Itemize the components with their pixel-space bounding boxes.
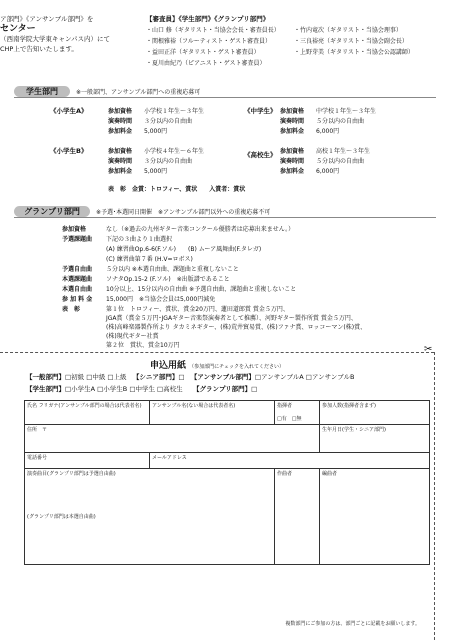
info-row: 演奏時間 ５分以内の自由曲 bbox=[280, 158, 365, 165]
student-section-note: ※一般部門、アンサンブル部門への重複応募可 bbox=[76, 89, 201, 96]
student-section-header bbox=[14, 86, 436, 97]
divider bbox=[14, 217, 436, 218]
info-row: 参加資格 高校１年生～３年生 bbox=[280, 148, 371, 155]
piece-field[interactable]: 演奏曲目(グランプリ部門は予選自由曲) (グランプリ部門は本選自由曲) bbox=[25, 469, 275, 565]
info-row: 参加料金 6,000円 bbox=[280, 168, 340, 175]
info-row: 予選課題曲 下記の３曲より１曲選択 bbox=[62, 236, 173, 243]
judge: ・益田正洋（ギタリスト・ゲスト審査員） bbox=[146, 49, 260, 56]
info-row: (A) 練習曲Op.6-6(F.ソル) (B) ムーア風舞曲(F.タレガ) bbox=[106, 246, 262, 253]
info-row: 参加料金 5,000円 bbox=[108, 168, 168, 175]
judges-column bbox=[294, 25, 414, 58]
info-row: 本選課題曲 ソナタOp.15-2 (F.ソル) ※出版譜であること bbox=[62, 276, 230, 283]
info-row: 参加資格 なし（※過去の九州ギター音楽コンクール優勝者は応募出来ません。） bbox=[62, 226, 295, 233]
info-row: 参加料金 5,000円 bbox=[108, 128, 168, 135]
info-row: 参加料金 6,000円 bbox=[280, 128, 340, 135]
header-line: センター bbox=[0, 24, 36, 34]
info-row: 表 彰 第１位 トロフィー、賞状、賞金20万円、蓮田道郎賞 賞金５万円、 bbox=[62, 306, 289, 313]
student-section-label: 学生部門 bbox=[14, 86, 70, 97]
name-field[interactable]: 氏名 フリガナ(アンサンブル部門の場合は代表者名) bbox=[25, 401, 150, 425]
award-line: 表 彰 金賞：トロフィー、賞状 入賞者：賞状 bbox=[108, 186, 246, 193]
form-footer-note: 複数部門にご参加の方は、部門ごとに記載をお願いします。 bbox=[285, 621, 420, 627]
info-row: 演奏時間 ５分以内の自由曲 bbox=[280, 118, 365, 125]
info-row: 本選自由曲 10分以上、15分以内の自由曲 ※予選自由曲、課題曲と重複しないこと bbox=[62, 286, 297, 293]
grandprix-section-header bbox=[14, 206, 436, 217]
composer-field[interactable]: 作曲者 bbox=[275, 469, 320, 565]
header-line: CHP上で告知いたします。 bbox=[0, 45, 78, 53]
judge: ・関根雅裕（フルーティスト・ゲスト審査員） bbox=[146, 38, 272, 45]
judge: ・夏川由紀乃（ピアニスト・ゲスト審査員） bbox=[146, 60, 266, 67]
form-title-note: （参加部門にチェックを入れてください） bbox=[189, 364, 284, 370]
info-row: (株)現代ギター社賞 bbox=[106, 333, 159, 340]
category-label: 《高校生》 bbox=[244, 151, 277, 159]
arranger-field[interactable]: 編曲者 bbox=[320, 469, 430, 565]
divider bbox=[14, 97, 436, 98]
dob-field[interactable]: 生年月日(学生・シニア部門) bbox=[320, 425, 430, 453]
info-row: 参加資格 中学校１年生～３年生 bbox=[280, 108, 377, 115]
application-form bbox=[24, 400, 430, 565]
conductor-field[interactable]: 指揮者 □有 □無 bbox=[275, 401, 320, 425]
grandprix-section-note: ※予選･本選同日開催 ※アンサンブル部門以外への重複応募不可 bbox=[96, 209, 271, 216]
judge: ・竹内竜次（ギタリスト・当協会理事） bbox=[294, 27, 402, 34]
category-label: 《小学生B》 bbox=[50, 147, 88, 155]
grandprix-section-label: グランプリ部門 bbox=[14, 206, 90, 217]
judges-title: 【審査員】《学生部門》《グランプリ部門》 bbox=[146, 15, 270, 23]
judges-column bbox=[146, 25, 280, 69]
info-row: 演奏時間 ３分以内の自由曲 bbox=[108, 118, 193, 125]
email-field[interactable]: メールアドレス bbox=[150, 453, 430, 469]
count-field[interactable]: 参加人数(指揮者含まず) bbox=[320, 401, 430, 425]
category-label: 《小学生A》 bbox=[50, 107, 88, 115]
info-row: JGA賞（賞金５万円･JGAギター音楽祭演奏者として推薦）、河野ギター製作所賞 賞金５万円、 bbox=[106, 315, 357, 322]
phone-field[interactable]: 電話番号 bbox=[25, 453, 150, 469]
header-line: ア部門》《アンサンブル部門》を bbox=[0, 15, 94, 23]
judge: ・上野芽美（ギタリスト・当協会公認講師） bbox=[294, 49, 414, 56]
info-row: (株)高峰楽器製作所より タカミネギター、(株)荒井貿易賞、(株)ファナ賞、ロッコーマン(株)賞、 bbox=[106, 324, 367, 331]
form-title: 申込用紙 （参加部門にチェックを入れてください） bbox=[149, 361, 284, 371]
info-row: 第２位 賞状、賞金10万円 bbox=[106, 342, 180, 349]
info-row: 予選自由曲 ５分以内 ※本選自由曲、課題曲と重複しないこと bbox=[62, 266, 239, 273]
info-row: (C) 練習曲第７番 (H.V=ロボス) bbox=[106, 256, 193, 263]
judge: ・山口 修（ギタリスト・当協会会長・審査員長） bbox=[146, 27, 280, 34]
address-field[interactable]: 住所 〒 bbox=[25, 425, 320, 453]
cut-line bbox=[0, 352, 434, 353]
cut-line-vertical bbox=[434, 352, 435, 640]
ensemble-field[interactable]: アンサンブル名(ない場合は代表者名) bbox=[150, 401, 275, 425]
judges-box bbox=[146, 14, 442, 80]
judge: ・三良裕亮（ギタリスト・当協会副会長） bbox=[294, 38, 408, 45]
scissors-icon: ✂ bbox=[424, 344, 433, 355]
info-row: 参加資格 小学校１年生～３年生 bbox=[108, 108, 205, 115]
info-row: 参 加 料 金 15,000円 ※当協会会員は5,000円減免 bbox=[62, 296, 216, 303]
category-label: 《中学生》 bbox=[244, 107, 277, 115]
info-row: 演奏時間 ３分以内の自由曲 bbox=[108, 158, 193, 165]
info-row: 参加資格 小学校４年生～６年生 bbox=[108, 148, 205, 155]
division-checkboxes[interactable]: 【一般部門】□初級 □中級 □上級 【シニア部門】□ 【アンサンブル部門】□アンサンブルA □アンサンブルB bbox=[26, 373, 355, 381]
header-left bbox=[0, 14, 140, 54]
header-line: （西南学院大学東キャンパス内）にて bbox=[0, 35, 111, 43]
division-checkboxes[interactable]: 【学生部門】□小学生A □小学生B □中学生 □高校生 【グランプリ部門】□ bbox=[26, 385, 258, 393]
